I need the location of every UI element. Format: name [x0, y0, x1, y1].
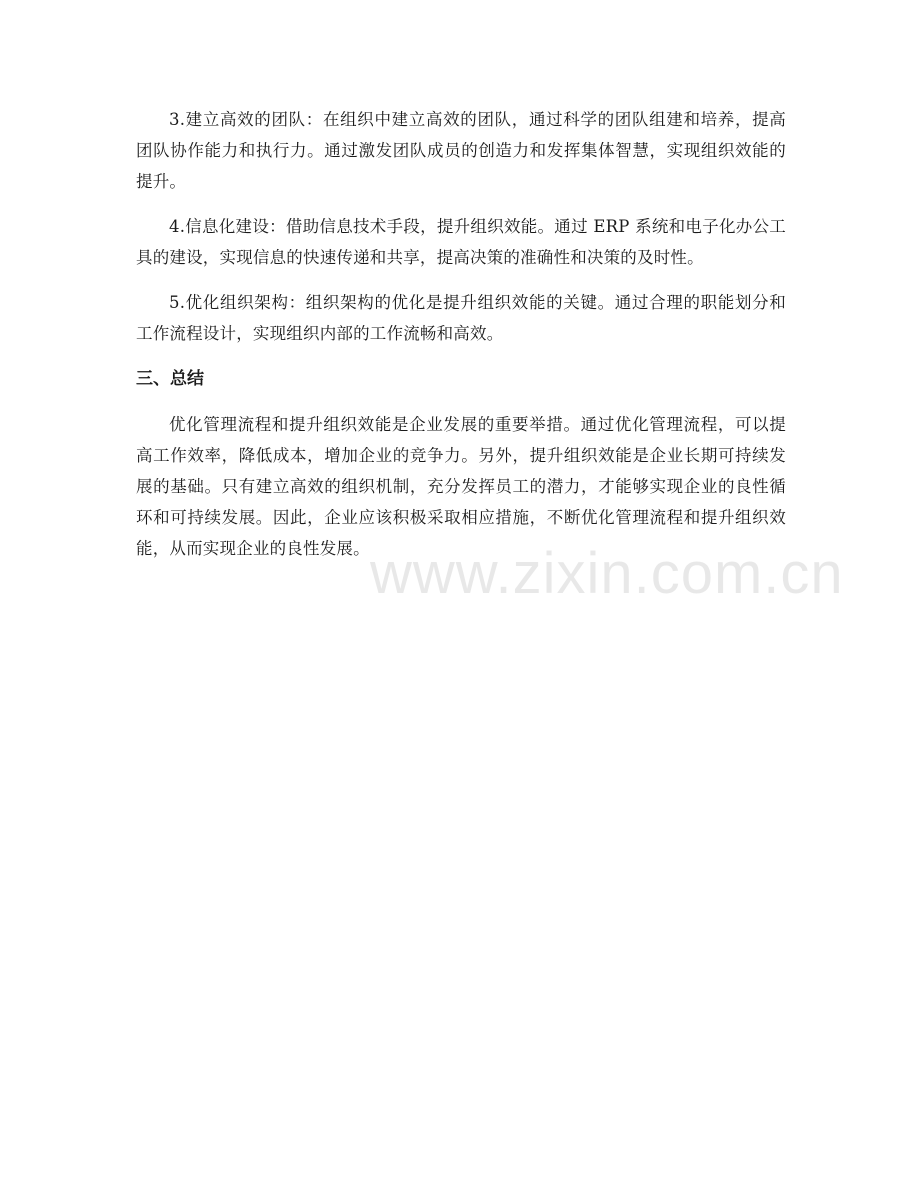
document-body — [136, 104, 786, 578]
watermark: www.zixin.com.cn — [370, 541, 844, 606]
section-heading-summary: 三、总结 — [136, 369, 204, 389]
paragraph-org-structure: 5.优化组织架构：组织架构的优化是提升组织效能的关键。通过合理的职能划分和工作流程设计，实现组织内部的工作流畅和高效。 — [136, 293, 786, 343]
paragraph-team-building: 3.建立高效的团队：在组织中建立高效的团队，通过科学的团队组建和培养，提高团队协作能力和执行力。通过激发团队成员的创造力和发挥集体智慧，实现组织效能的提升。 — [136, 110, 786, 191]
paragraph-summary: 优化管理流程和提升组织效能是企业发展的重要举措。通过优化管理流程，可以提高工作效率，降低成本，增加企业的竞争力。另外，提升组织效能是企业长期可持续发展的基础。只有建立高效的组织机制，充分发挥员工的潜力，才能够实现企业的良性循环和可持续发展。因此，企业应该积极采取相应措施，不断优化管理流程和提升组织效能，从而实现企业的良性发展。 — [136, 415, 786, 558]
paragraph-informatization: 4.信息化建设：借助信息技术手段，提升组织效能。通过 ERP 系统和电子化办公工具的建设，实现信息的快速传递和共享，提高决策的准确性和决策的及时性。 — [136, 217, 786, 267]
